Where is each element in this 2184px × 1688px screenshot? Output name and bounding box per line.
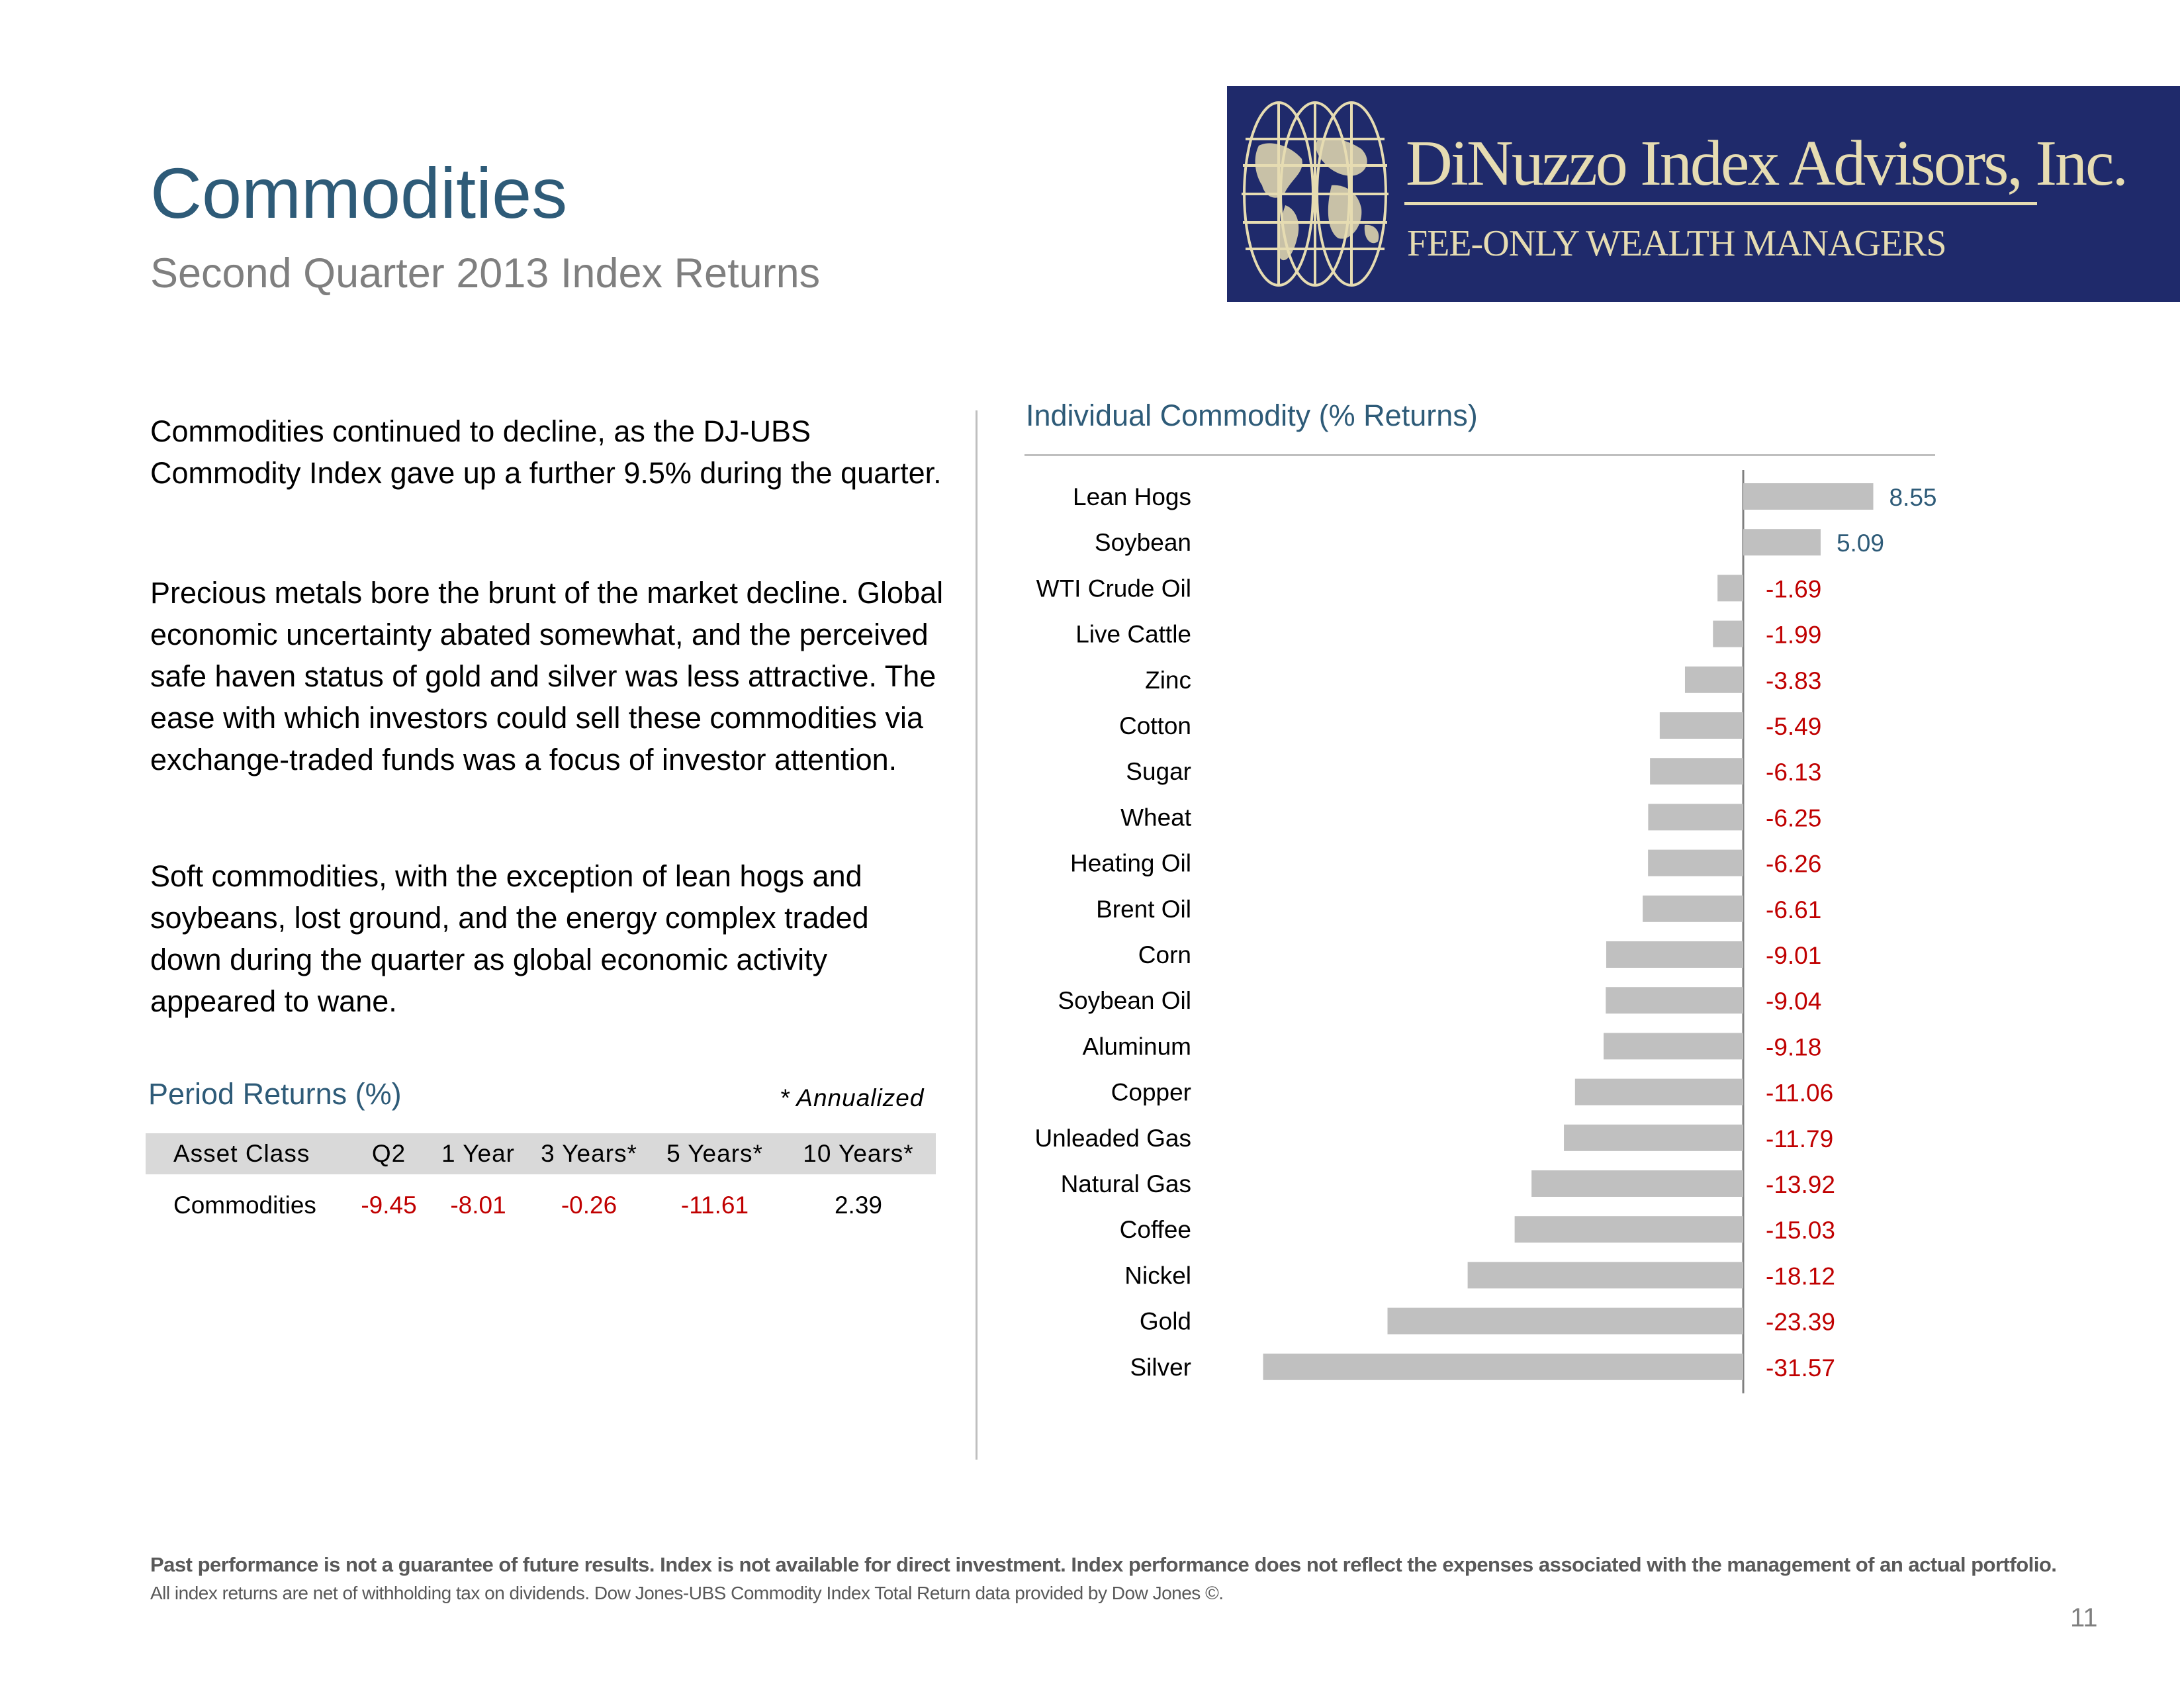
- category-label: Natural Gas: [1060, 1170, 1191, 1197]
- column-header: 10 Years*: [781, 1133, 936, 1174]
- value-label: -3.83: [1766, 667, 1822, 694]
- bar: [1531, 1170, 1743, 1197]
- table-cell: -9.45: [361, 1192, 417, 1219]
- table-row: [146, 1174, 936, 1237]
- category-label: Zinc: [1145, 666, 1191, 694]
- category-label: Unleaded Gas: [1034, 1124, 1191, 1152]
- value-label: 8.55: [1889, 484, 1937, 511]
- paragraph-precious-metals: Precious metals bore the brunt of the market decline. Global economic uncertainty abated somewhat, and the perceived safe haven status of gold and silver was less attractive. The ease with which investors could sell these commodities via exchange-traded funds was a focus of investor attention.: [150, 576, 944, 776]
- category-label: WTI Crude Oil: [1036, 575, 1191, 602]
- table-header-row: [146, 1133, 936, 1174]
- logo-company-name: DiNuzzo Index Advisors, Inc.: [1406, 128, 2127, 199]
- category-label: Copper: [1111, 1078, 1191, 1106]
- annualized-note: * Annualized: [780, 1084, 925, 1111]
- value-label: -1.99: [1766, 621, 1822, 649]
- period-returns-table: [146, 1133, 936, 1237]
- value-label: -15.03: [1766, 1217, 1835, 1244]
- value-label: -6.61: [1766, 896, 1822, 923]
- value-label: -6.25: [1766, 804, 1822, 832]
- disclaimer-primary: Past performance is not a guarantee of future results. Index is not available for direct investment. Index performance does not reflect the expenses associated with the management of an actual portfolio.: [150, 1553, 2057, 1576]
- value-label: -9.04: [1766, 988, 1822, 1015]
- bar: [1650, 758, 1743, 784]
- table-cell: -11.61: [680, 1192, 749, 1219]
- paragraph-soft-commodities: Soft commodities, with the exception of lean hogs and soybeans, lost ground, and the energy complex traded down during the quarter as global economic activity appeared to wane.: [150, 859, 869, 1018]
- category-label: Corn: [1138, 941, 1191, 968]
- category-label: Aluminum: [1082, 1033, 1191, 1060]
- bar: [1564, 1125, 1743, 1151]
- bar: [1648, 804, 1743, 830]
- table-cell-label: Commodities: [173, 1192, 316, 1219]
- bar: [1743, 529, 1821, 555]
- value-label: -5.49: [1766, 713, 1822, 740]
- category-label: Live Cattle: [1075, 620, 1191, 648]
- logo-divider: [1404, 202, 2037, 205]
- value-label: -6.13: [1766, 759, 1822, 786]
- category-label: Brent Oil: [1096, 895, 1191, 923]
- logo-tagline: FEE-ONLY WEALTH MANAGERS: [1407, 223, 1946, 264]
- column-header: Asset Class: [146, 1133, 351, 1174]
- bar: [1648, 850, 1743, 876]
- value-label: -11.06: [1766, 1079, 1834, 1107]
- category-label: Soybean: [1094, 529, 1191, 557]
- bar: [1643, 896, 1743, 922]
- category-label: Cotton: [1118, 712, 1191, 739]
- category-label: Coffee: [1119, 1216, 1191, 1244]
- chart-title: Individual Commodity (% Returns): [1026, 399, 1478, 432]
- category-label: Lean Hogs: [1073, 483, 1191, 510]
- value-label: -11.79: [1766, 1125, 1834, 1152]
- table-cell: -0.26: [561, 1192, 617, 1219]
- bar: [1468, 1262, 1743, 1288]
- page-number: 11: [2070, 1603, 2098, 1632]
- globe-icon: [1239, 99, 1391, 289]
- bar: [1606, 941, 1743, 968]
- paragraph-intro: Commodities continued to decline, as the DJ-UBS Commodity Index gave up a further 9.5% during the quarter.: [150, 414, 942, 490]
- category-label: Nickel: [1124, 1262, 1191, 1289]
- value-label: -18.12: [1766, 1262, 1835, 1290]
- table-cell: 2.39: [834, 1192, 882, 1219]
- bar: [1685, 667, 1743, 693]
- category-label: Heating Oil: [1069, 849, 1191, 877]
- bar: [1660, 712, 1743, 739]
- category-label: Gold: [1139, 1307, 1191, 1335]
- column-divider: [976, 410, 978, 1460]
- category-label: Silver: [1130, 1353, 1191, 1381]
- period-returns-title: Period Returns (%): [148, 1077, 402, 1111]
- column-header: 1 Year: [427, 1133, 529, 1174]
- disclaimer-secondary: All index returns are net of withholding tax on dividends. Dow Jones-UBS Commodity Index Total Return data provided by Dow Jones ©.: [150, 1583, 1224, 1603]
- value-label: -31.57: [1766, 1354, 1835, 1382]
- chart-title-rule: [1024, 454, 1935, 456]
- bar: [1387, 1308, 1743, 1335]
- column-header: 3 Years*: [529, 1133, 649, 1174]
- value-label: 5.09: [1836, 530, 1884, 557]
- page-title: Commodities: [150, 153, 568, 233]
- bar: [1515, 1216, 1743, 1243]
- company-logo: [1227, 86, 2180, 302]
- bar: [1575, 1079, 1743, 1105]
- value-label: -6.26: [1766, 850, 1822, 878]
- bar: [1263, 1354, 1743, 1380]
- value-label: -1.69: [1766, 575, 1822, 603]
- table-cell: -8.01: [450, 1192, 506, 1219]
- column-header: 5 Years*: [649, 1133, 781, 1174]
- value-label: -9.01: [1766, 942, 1822, 969]
- bar: [1713, 621, 1743, 647]
- bar: [1743, 483, 1873, 510]
- bar: [1717, 575, 1743, 601]
- value-label: -23.39: [1766, 1308, 1835, 1336]
- bar: [1604, 1033, 1743, 1059]
- category-label: Sugar: [1126, 758, 1191, 786]
- category-label: Soybean Oil: [1058, 987, 1191, 1015]
- value-label: -9.18: [1766, 1033, 1822, 1061]
- commodity-returns-chart: [993, 463, 1985, 1403]
- column-header: Q2: [351, 1133, 427, 1174]
- value-label: -13.92: [1766, 1171, 1835, 1198]
- page-subtitle: Second Quarter 2013 Index Returns: [150, 250, 821, 297]
- bar: [1606, 987, 1743, 1013]
- category-label: Wheat: [1120, 804, 1191, 831]
